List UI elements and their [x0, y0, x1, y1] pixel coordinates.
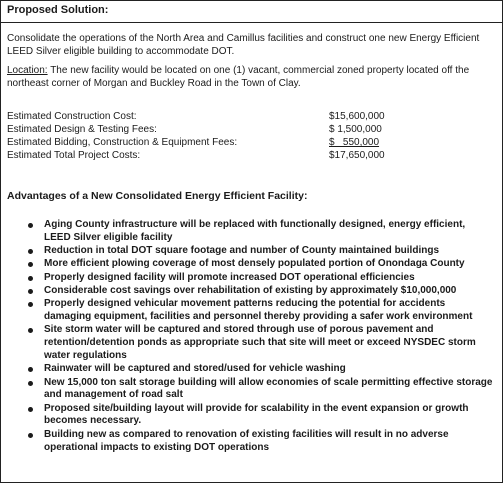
list-item: New 15,000 ton salt storage building will allow economies of scale permitting effective storage and management of road salt — [0, 377, 500, 403]
bullet-icon — [28, 367, 33, 372]
bullet-icon — [28, 289, 33, 294]
bullet-icon — [28, 328, 33, 333]
bullet-icon — [28, 249, 33, 254]
list-item: Aging County infrastructure will be replaced with functionally designed, energy efficient, LEED Silver eligible facility — [0, 219, 500, 245]
list-item: Properly designed vehicular movement patterns reducing the potential for accidents damaging equipment, facilities and personnel thereby providing a safer work environment — [0, 298, 500, 324]
cost-value: $ 1,500,000 — [329, 124, 382, 135]
list-item: Considerable cost savings over rehabilitation of existing by approximately $10,000,000 — [0, 285, 500, 298]
cost-value: $17,650,000 — [329, 150, 385, 161]
bullet-icon — [28, 407, 33, 412]
bullet-icon — [28, 381, 33, 386]
cost-label: Estimated Construction Cost: — [7, 111, 137, 122]
location-label: Location: — [7, 65, 48, 76]
cost-label: Estimated Total Project Costs: — [7, 150, 141, 161]
list-item: Properly designed facility will promote increased DOT operational efficiencies — [0, 272, 500, 285]
advantages-heading: Advantages of a New Consolidated Energy Efficient Facility: — [7, 190, 308, 202]
bullet-icon — [28, 223, 33, 228]
intro-paragraph: Consolidate the operations of the North Area and Camillus facilities and construct one new Energy Efficient LEED Silver eligible building to accommodate DOT. — [7, 33, 480, 57]
location-paragraph — [7, 64, 495, 90]
list-item: Building new as compared to renovation of existing facilities will result in no adverse operational impacts to existing DOT operations — [0, 429, 500, 455]
cost-label: Estimated Bidding, Construction & Equipment Fees: — [7, 137, 238, 148]
cost-value: $15,600,000 — [329, 111, 385, 122]
list-item: More efficient plowing coverage of most densely populated portion of Onondaga County — [0, 258, 500, 271]
bullet-icon — [28, 262, 33, 267]
cost-value: $ 550,000 — [329, 137, 380, 148]
list-item: Proposed site/building layout will provide for scalability in the event expansion or growth becomes necessary. — [0, 403, 500, 429]
location-text: The new facility would be located on one (1) vacant, commercial zoned property located off the northeast corner of Morgan and Buckley Road in the Town of Clay. — [7, 65, 470, 89]
bullet-icon — [28, 302, 33, 307]
bullet-icon — [28, 433, 33, 438]
list-item: Rainwater will be captured and stored/used for vehicle washing — [0, 363, 500, 376]
list-item: Reduction in total DOT square footage and number of County maintained buildings — [0, 245, 500, 258]
advantages-list — [0, 219, 500, 455]
bullet-icon — [28, 276, 33, 281]
cost-label: Estimated Design & Testing Fees: — [7, 124, 157, 135]
list-item: Site storm water will be captured and stored through use of porous pavement and retention/detention ponds as appropriate such that site will meet or exceed NYSDEC storm water regulations — [0, 324, 500, 362]
proposed-solution-heading: Proposed Solution: — [7, 4, 109, 16]
